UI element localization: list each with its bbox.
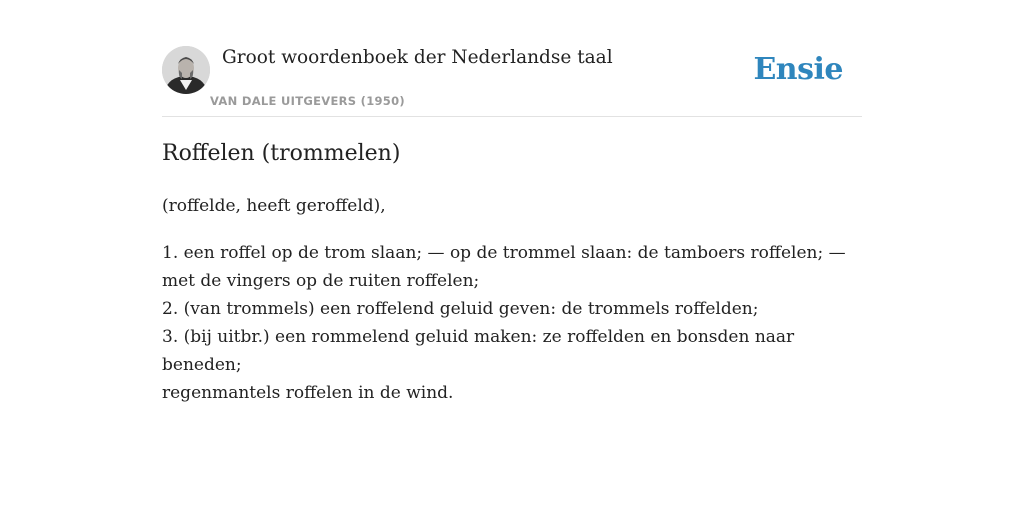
definition-line: 3. (bij uitbr.) een rommelend geluid maken: ze roffelden en bonsden naar beneden; (162, 327, 795, 375)
ensie-logo-link[interactable]: Ensie (753, 52, 843, 87)
publisher-label: VAN DALE UITGEVERS (1950) (210, 94, 405, 108)
definition-line: 1. een roffel op de trom slaan; — op de trommel slaan: de tamboers roffelen; — (162, 243, 846, 263)
definition-line: 2. (van trommels) een roffelend geluid geven: de trommels roffelden; (162, 299, 759, 319)
source-header (162, 46, 862, 117)
entry-grammar: (roffelde, heeft geroffeld), (162, 196, 386, 216)
definition-line: met de vingers op de ruiten roffelen; (162, 271, 480, 291)
portrait-image (162, 46, 210, 94)
entry-definitions (162, 239, 867, 407)
entry-title: Roffelen (trommelen) (162, 141, 401, 166)
book-title[interactable]: Groot woordenboek der Nederlandse taal (222, 47, 613, 68)
entry-content (162, 138, 867, 407)
author-avatar[interactable] (162, 46, 210, 94)
definition-line: regenmantels roffelen in de wind. (162, 383, 454, 403)
